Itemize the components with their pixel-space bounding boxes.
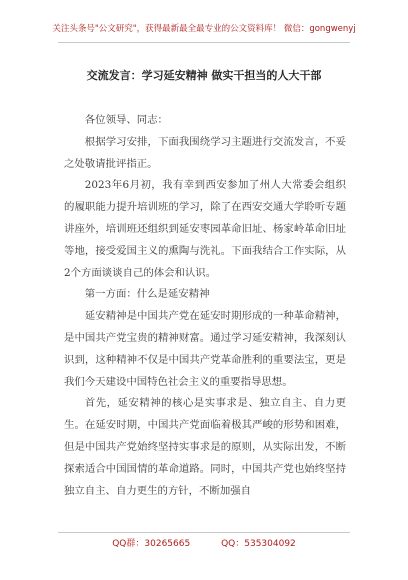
document-body bbox=[64, 110, 346, 502]
background-paragraph: 2023年6月初，我有幸到西安参加了州人大常委会组织的履职能力提升培训班的学习，除了在西安交通大学聆听专题讲座外，培训班还组织到延安枣园革命旧址、杨家岭革命旧址等地，接受爱国主义的熏陶与洗礼。下面我结合工作实际，从2个方面谈谈自己的体会和认识。 bbox=[64, 179, 346, 279]
footer-qq: QQ：535304092 bbox=[221, 539, 296, 549]
footer-divider bbox=[58, 532, 350, 533]
intro-paragraph: 根据学习安排，下面我围绕学习主题进行交流发言，不妥之处敬请批评指正。 bbox=[64, 135, 346, 170]
footer-qq-group: QQ群：30265665 bbox=[112, 539, 191, 549]
header-banner: 关注头条号"公文研究"，获得最新最全最专业的公文资料库！ 微信：gongwenyj bbox=[52, 24, 356, 34]
document-title: 交流发言：学习延安精神 做实干担当的人大干部 bbox=[86, 69, 322, 82]
body-paragraph: 首先，延安精神的核心是实事求是、独立自主、自力更生。在延安时期，中国共产党面临着极其严峻的形势和困难，但是中国共产党始终坚持实事求是的原则，从实际出发，不断探索适合中国国情的革命道路。同时，中国共产党也始终坚持独立自主、自力更生的方针，不断加强自 bbox=[64, 397, 346, 497]
footer-contact bbox=[0, 536, 408, 549]
header-divider bbox=[58, 42, 350, 43]
body-paragraph: 延安精神是中国共产党在延安时期形成的一种革命精神，是中国共产党宝贵的精神财富。通过学习延安精神，我深刻认识到，这种精神不仅是中国共产党革命胜利的重要法宝，更是我们今天建设中国特色社会主义的重要指导思想。 bbox=[64, 310, 346, 388]
section-heading: 第一方面：什么是延安精神 bbox=[84, 288, 210, 301]
salutation-paragraph: 各位领导、同志： bbox=[84, 114, 168, 126]
